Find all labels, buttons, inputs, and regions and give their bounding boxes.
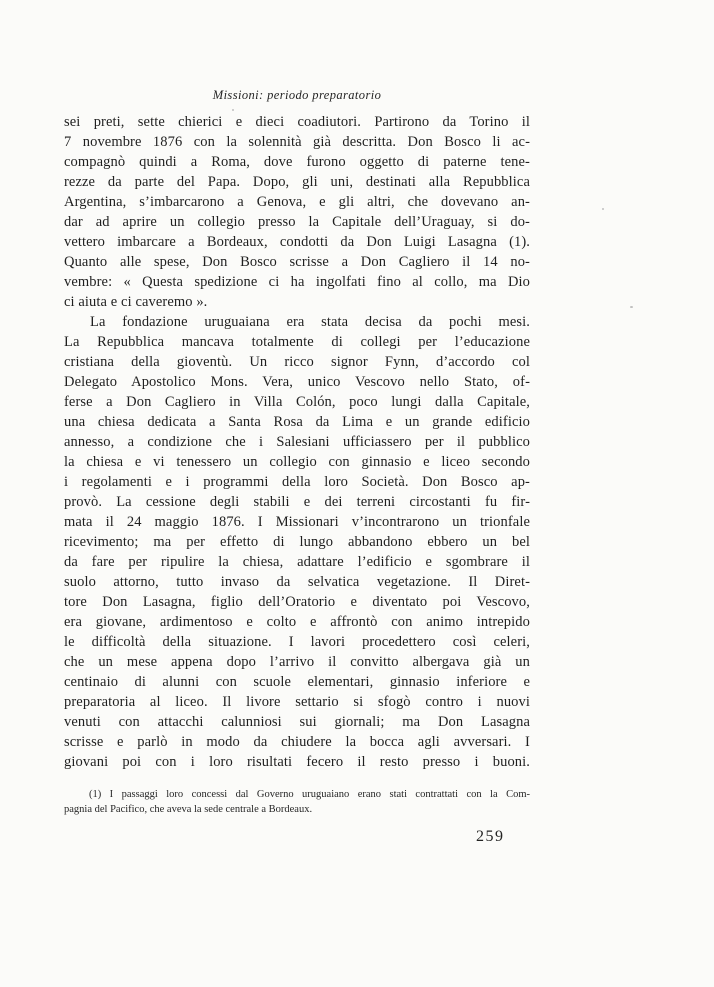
body-text (64, 112, 530, 772)
text-line: giovani poi con i loro risultati fecero il resto presso i buoni. (64, 754, 530, 770)
text-line: Delegato Apostolico Mons. Vera, unico Vescovo nello Stato, of- (64, 374, 530, 390)
page-number: 259 (476, 828, 505, 845)
text-line: una chiesa dedicata a Santa Rosa da Lima e un grande edificio (64, 414, 530, 430)
text-line: La fondazione uruguaiana era stata decisa da pochi mesi. (90, 314, 530, 330)
text-line: vembre: « Questa spedizione ci ha ingolfati fino al collo, ma Dio (64, 274, 530, 290)
text-line: sei preti, sette chierici e dieci coadiutori. Partirono da Torino il (64, 114, 530, 130)
text-line: vettero imbarcare a Bordeaux, condotti da Don Luigi Lasagna (1). (64, 234, 530, 250)
text-line: provò. La cessione degli stabili e dei terreni circostanti fu fir- (64, 494, 530, 510)
text-line: ricevimento; ma per effetto di lungo abbandono ebbero un bel (64, 534, 530, 550)
text-line: scrisse e parlò in modo da chiudere la bocca agli avversari. I (64, 734, 530, 750)
text-line: la chiesa e vi tenessero un collegio con ginnasio e liceo secondo (64, 454, 530, 470)
text-line: mata il 24 maggio 1876. I Missionari v’incontrarono un trionfale (64, 514, 530, 530)
scan-speck (232, 109, 234, 111)
running-header: Missioni: periodo preparatorio (212, 88, 382, 102)
text-line: Argentina, s’imbarcarono a Genova, e gli altri, che dovevano an- (64, 194, 530, 210)
scan-speck (630, 306, 633, 308)
text-line: cristiana della gioventù. Un ricco signor Fynn, d’accordo col (64, 354, 530, 370)
text-line: Quanto alle spese, Don Bosco scrisse a Don Cagliero il 14 no- (64, 254, 530, 270)
text-line: centinaio di alunni con scuole elementari, ginnasio inferiore e (64, 674, 530, 690)
text-line: le difficoltà della situazione. I lavori procedettero così celeri, (64, 634, 530, 650)
text-line: ci aiuta e ci caveremo ». (64, 294, 208, 310)
scan-speck (602, 208, 604, 210)
text-line: da fare per ripulire la chiesa, adattare l’edificio e sgombrare il (64, 554, 530, 570)
text-line: i regolamenti e i programmi della loro Società. Don Bosco ap- (64, 474, 530, 490)
text-line: era giovane, ardimentoso e colto e affrontò con animo intrepido (64, 614, 530, 630)
text-line: dar ad aprire un collegio presso la Capitale dell’Uraguay, si do- (64, 214, 530, 230)
text-line: compagnò quindi a Roma, dove furono oggetto di paterne tene- (64, 154, 530, 170)
text-line: tore Don Lasagna, figlio dell’Oratorio e diventato poi Vescovo, (64, 594, 530, 610)
text-line: che un mese appena dopo l’arrivo il convitto albergava già un (64, 654, 530, 670)
text-line: annesso, a condizione che i Salesiani ufficiassero per il pubblico (64, 434, 530, 450)
text-line: ferse a Don Cagliero in Villa Colón, poco lungi dalla Capitale, (64, 394, 530, 410)
text-line: rezze da parte del Papa. Dopo, gli uni, destinati alla Repubblica (64, 174, 530, 190)
text-line: (1) I passaggi loro concessi dal Governo uruguaiano erano stati contrattati con la Com- (89, 789, 530, 800)
text-line: 7 novembre 1876 con la solennità già descritta. Don Bosco li ac- (64, 134, 530, 150)
text-line: La Repubblica mancava totalmente di collegi per l’educazione (64, 334, 530, 350)
footnote (64, 787, 530, 817)
text-line: suolo attorno, tutto invaso da selvatica vegetazione. Il Diret- (64, 574, 530, 590)
text-line: preparatoria al liceo. Il livore settario si sfogò contro i nuovi (64, 694, 530, 710)
text-line: pagnia del Pacifico, che aveva la sede centrale a Bordeaux. (64, 804, 313, 815)
text-line: venuti con attacchi calunniosi sui giornali; ma Don Lasagna (64, 714, 530, 730)
